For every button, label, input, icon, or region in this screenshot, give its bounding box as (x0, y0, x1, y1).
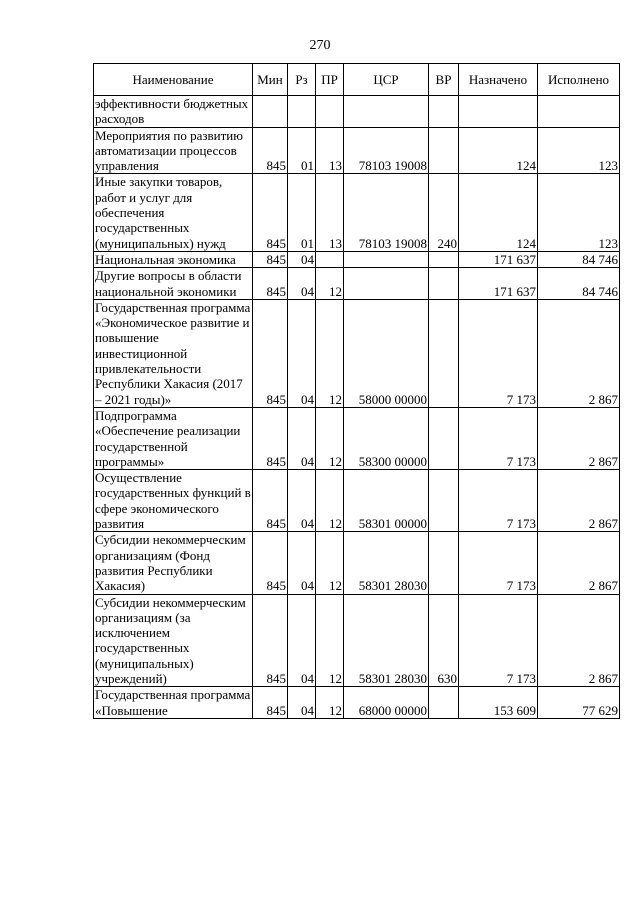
row-csr (344, 268, 429, 300)
row-min: 845 (253, 299, 288, 407)
table-row (94, 594, 620, 687)
row-vr (429, 96, 459, 128)
row-csr: 78103 19008 (344, 127, 429, 174)
header-csr: ЦСР (344, 64, 429, 96)
row-executed: 2 867 (538, 594, 620, 687)
header-assigned: Назначено (459, 64, 538, 96)
row-assigned: 124 (459, 174, 538, 251)
row-csr: 58301 00000 (344, 470, 429, 532)
row-executed: 123 (538, 174, 620, 251)
row-executed: 2 867 (538, 407, 620, 469)
row-pr: 13 (316, 174, 344, 251)
row-vr (429, 268, 459, 300)
row-pr: 12 (316, 407, 344, 469)
row-min: 845 (253, 687, 288, 719)
row-pr: 12 (316, 532, 344, 594)
row-min: 845 (253, 174, 288, 251)
row-rz: 04 (288, 470, 316, 532)
row-csr (344, 96, 429, 128)
row-assigned (459, 96, 538, 128)
row-csr: 58300 00000 (344, 407, 429, 469)
row-assigned: 153 609 (459, 687, 538, 719)
row-name: эффективности бюджетных расходов (94, 96, 253, 128)
header-executed: Исполнено (538, 64, 620, 96)
row-assigned: 171 637 (459, 268, 538, 300)
row-executed: 84 746 (538, 268, 620, 300)
row-pr: 13 (316, 127, 344, 174)
row-pr: 12 (316, 268, 344, 300)
row-csr: 58000 00000 (344, 299, 429, 407)
row-rz: 01 (288, 127, 316, 174)
row-csr: 68000 00000 (344, 687, 429, 719)
row-rz: 04 (288, 268, 316, 300)
row-vr: 630 (429, 594, 459, 687)
table-row (94, 96, 620, 128)
row-assigned: 7 173 (459, 407, 538, 469)
row-vr (429, 470, 459, 532)
row-assigned: 7 173 (459, 470, 538, 532)
row-vr (429, 299, 459, 407)
row-name: Государственная программа «Повышение (94, 687, 253, 719)
row-vr (429, 687, 459, 719)
row-rz: 04 (288, 532, 316, 594)
row-assigned: 124 (459, 127, 538, 174)
table-row (94, 470, 620, 532)
row-pr: 12 (316, 470, 344, 532)
row-min (253, 96, 288, 128)
row-csr: 58301 28030 (344, 532, 429, 594)
row-csr: 78103 19008 (344, 174, 429, 251)
row-executed: 123 (538, 127, 620, 174)
row-min: 845 (253, 127, 288, 174)
header-pr: ПР (316, 64, 344, 96)
row-executed: 77 629 (538, 687, 620, 719)
row-name: Другие вопросы в области национальной экономики (94, 268, 253, 300)
row-executed: 2 867 (538, 470, 620, 532)
header-vr: ВР (429, 64, 459, 96)
row-name: Осуществление государственных функций в сфере экономического развития (95, 470, 251, 532)
row-executed: 84 746 (538, 251, 620, 267)
row-min: 845 (253, 594, 288, 687)
table-row (94, 174, 620, 251)
row-rz: 01 (288, 174, 316, 251)
table-row (94, 299, 620, 407)
row-vr: 240 (429, 174, 459, 251)
row-rz: 04 (288, 407, 316, 469)
row-rz: 04 (288, 687, 316, 719)
row-rz: 04 (288, 299, 316, 407)
row-executed (538, 96, 620, 128)
row-pr: 12 (316, 687, 344, 719)
row-csr: 58301 28030 (344, 594, 429, 687)
header-name: Наименование (94, 64, 253, 96)
row-assigned: 171 637 (459, 251, 538, 267)
row-vr (429, 407, 459, 469)
row-pr (316, 251, 344, 267)
row-pr (316, 96, 344, 128)
table-row (94, 687, 620, 719)
row-name: Государственная программа «Экономическое развитие и повышение инвестиционной привлекательности Республики Хакасия (2017 – 2021 годы)» (94, 299, 253, 407)
table-row (94, 532, 620, 594)
row-min: 845 (253, 532, 288, 594)
table-row (94, 407, 620, 469)
row-min: 845 (253, 470, 288, 532)
row-assigned: 7 173 (459, 594, 538, 687)
row-executed: 2 867 (538, 299, 620, 407)
row-vr (429, 532, 459, 594)
row-rz (288, 96, 316, 128)
row-name: Национальная экономика (94, 251, 253, 267)
row-csr (344, 251, 429, 267)
table-row (94, 251, 620, 267)
row-vr (429, 127, 459, 174)
table-row (94, 268, 620, 300)
table-header-row (94, 64, 620, 96)
page-number: 270 (309, 38, 331, 53)
row-min: 845 (253, 251, 288, 267)
budget-table (93, 63, 620, 719)
row-vr (429, 251, 459, 267)
table-row (94, 127, 620, 174)
row-assigned: 7 173 (459, 532, 538, 594)
row-name: Субсидии некоммерческим организациям (за исключением государственных (муниципальных) учреждений) (94, 594, 253, 687)
header-min: Мин (253, 64, 288, 96)
row-name: Мероприятия по развитию автоматизации процессов управления (94, 127, 253, 174)
header-rz: Рз (288, 64, 316, 96)
row-pr: 12 (316, 594, 344, 687)
row-rz: 04 (288, 251, 316, 267)
row-name: Субсидии некоммерческим организациям (Фонд развития Республики Хакасия) (94, 532, 253, 594)
row-assigned: 7 173 (459, 299, 538, 407)
row-name: Иные закупки товаров, работ и услуг для обеспечения государственных (муниципальных) нужд (94, 174, 253, 251)
row-rz: 04 (288, 594, 316, 687)
row-min: 845 (253, 268, 288, 300)
row-name: Подпрограмма «Обеспечение реализации государственной программы» (94, 407, 253, 469)
row-min: 845 (253, 407, 288, 469)
row-executed: 2 867 (538, 532, 620, 594)
row-pr: 12 (316, 299, 344, 407)
